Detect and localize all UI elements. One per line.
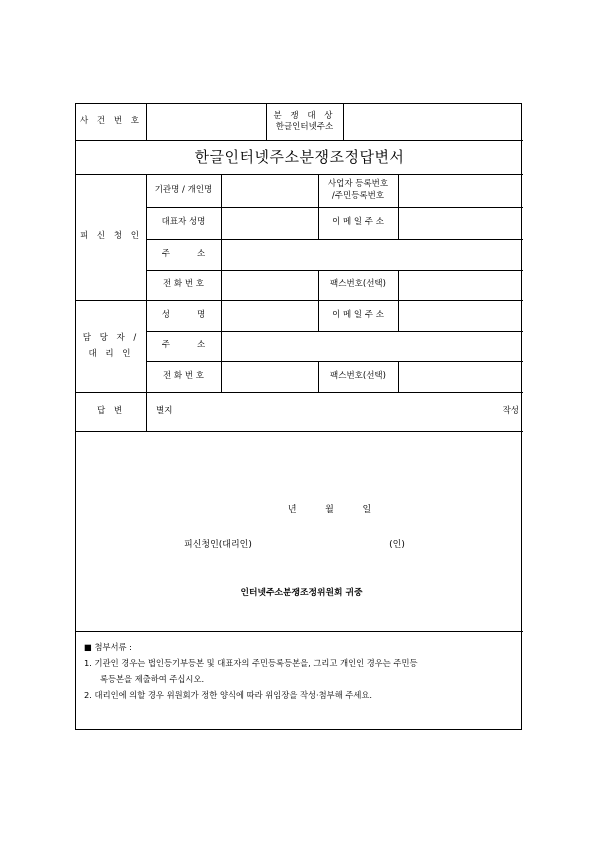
notes-item-1: 1. 기관인 경우는 법인등기부등본 및 대표자의 주민등록등본을, 그리고 개인인 경우는 주민등 (84, 658, 418, 668)
respondent-phone-label: 전 화 번 호 (163, 279, 204, 290)
agent-fax-field[interactable] (399, 362, 522, 392)
org-name-field[interactable] (222, 175, 318, 207)
reg-number-field[interactable] (399, 175, 522, 207)
reg-number-label-line1: 사업자 등록번호 (327, 179, 389, 190)
respondent-fax-label: 팩스번호(선택) (330, 279, 386, 290)
respondent-address-label: 주 소 (161, 248, 206, 259)
dispute-answer-form (75, 103, 522, 730)
agent-email-field[interactable] (399, 301, 522, 331)
respondent-email-field[interactable] (399, 208, 522, 239)
reg-number-label (318, 174, 398, 207)
agent-phone-field[interactable] (222, 362, 318, 392)
respondent-fax-field[interactable] (399, 271, 522, 300)
org-name-label: 기관명 / 개인명 (154, 184, 213, 195)
dispute-target-field[interactable] (344, 105, 522, 140)
respondent-phone-field[interactable] (222, 271, 318, 300)
agent-fax-label: 팩스번호(선택) (330, 370, 386, 381)
dispute-target-title: 분 쟁 대 상 (273, 110, 336, 121)
case-number-field[interactable] (147, 105, 266, 140)
attachment-notes (84, 639, 516, 703)
addressee-line: 인터넷주소분쟁조정위원회 귀중 (240, 588, 363, 599)
notes-item-2: 2. 대리인에 의할 경우 위원회가 정한 양식에 따라 위임장을 작성·첨부해 주세요. (84, 690, 373, 700)
seal-mark: (인) (389, 539, 405, 550)
reg-number-label-line2: /주민등록번호 (331, 190, 385, 201)
signer-label: 피신청인(대리인) (184, 539, 252, 550)
agent-name-label: 성 명 (161, 309, 206, 320)
agent-name-field[interactable] (222, 301, 318, 331)
representative-name-field[interactable] (222, 208, 318, 239)
answer-attachment-text: 별지 (156, 405, 173, 416)
form-title: 한글인터넷주소분쟁조정답변서 (194, 147, 405, 166)
answer-write-text: 작성 (502, 405, 519, 416)
case-number-label: 사 건 번 호 (80, 116, 142, 127)
representative-name-label: 대표자 성명 (161, 217, 206, 228)
dispute-target-label (266, 104, 343, 140)
answer-label: 답 변 (96, 405, 126, 416)
agent-email-label: 이 메 일 주 소 (332, 309, 384, 320)
agent-section-label-line2: 대 리 인 (88, 349, 134, 359)
dispute-target-subtitle: 한글인터넷주소 (275, 122, 334, 132)
notes-item-1-continued: 록등본을 제출하여 주십시오. (100, 674, 205, 684)
respondent-email-label: 이 메 일 주 소 (332, 217, 384, 228)
agent-phone-label: 전 화 번 호 (163, 370, 204, 381)
agent-section-label-line1: 담 당 자 / (82, 332, 140, 343)
notes-heading: ■ 첨부서류 : (84, 642, 132, 652)
agent-address-field[interactable] (222, 332, 522, 361)
row-divider (76, 431, 523, 432)
respondent-address-field[interactable] (222, 240, 522, 270)
respondent-section-label: 피 신 청 인 (80, 231, 142, 242)
date-line: 년 월 일 (287, 504, 372, 515)
row-divider (76, 631, 523, 632)
agent-address-label: 주 소 (161, 340, 206, 351)
agent-section-label (76, 300, 146, 392)
